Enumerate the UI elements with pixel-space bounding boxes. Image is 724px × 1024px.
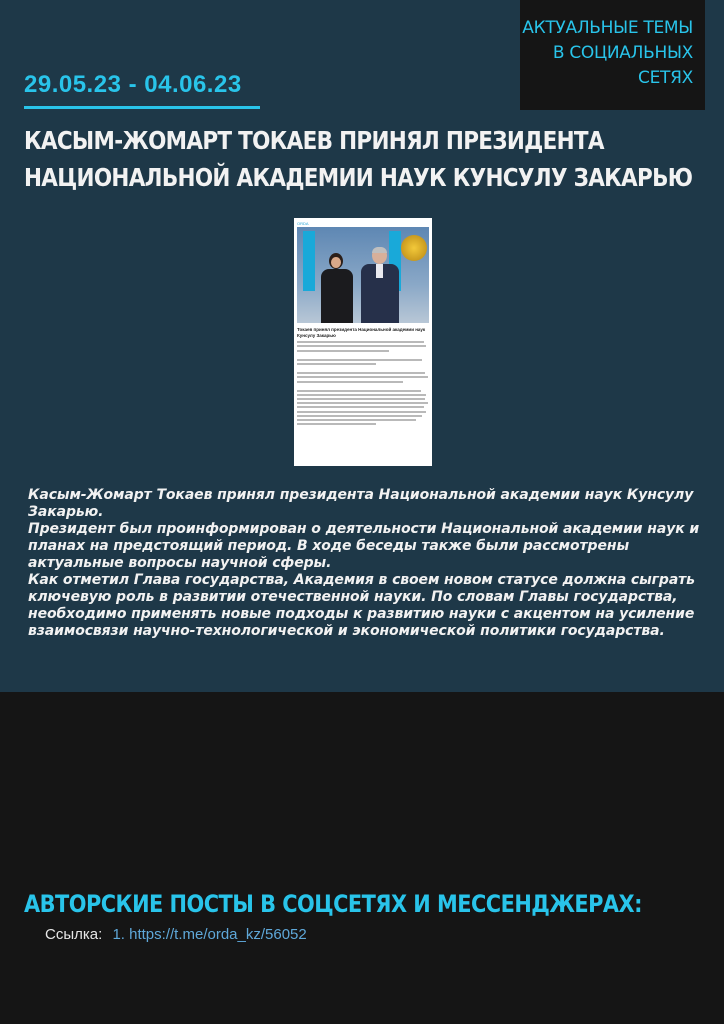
news-screenshot <box>294 218 432 466</box>
article-paragraph: Президент был проинформирован о деятельности Национальной академии наук и планах на предстоящий период. В ходе беседы также были рассмотрены актуальные вопросы научной сферы. <box>28 521 700 571</box>
person-figure <box>319 253 355 323</box>
topic-line: АКТУАЛЬНЫЕ ТЕМЫ <box>522 18 693 38</box>
flag-icon <box>303 231 315 291</box>
card-source: ORDA <box>297 221 309 226</box>
page-title <box>24 122 703 196</box>
topic-badge <box>520 0 705 110</box>
date-range: 29.05.23 - 04.06.23 <box>24 71 242 98</box>
date-underline <box>24 106 260 109</box>
person-figure <box>359 247 401 323</box>
title-line: КАСЫМ-ЖОМАРТ ТОКАЕВ ПРИНЯЛ ПРЕЗИДЕНТА <box>24 126 604 155</box>
news-photo <box>297 227 429 323</box>
article-text <box>28 487 712 640</box>
emblem-icon <box>401 235 427 261</box>
section-heading: АВТОРСКИЕ ПОСТЫ В СОЦСЕТЯХ И МЕССЕНДЖЕРАХ: <box>24 890 642 918</box>
title-line: НАЦИОНАЛЬНОЙ АКАДЕМИИ НАУК КУНСУЛУ ЗАКАРЬЮ <box>24 163 693 192</box>
card-body-text <box>297 341 429 425</box>
topic-line: СЕТЯХ <box>638 68 693 88</box>
source-link-row <box>45 925 307 945</box>
source-link[interactable]: 1. https://t.me/orda_kz/56052 <box>112 926 307 943</box>
article-paragraph: Как отметил Глава государства, Академия в своем новом статусе должна сыграть ключевую роль в развитии отечественной науки. По словам Главы государства, необходимо применять новые подходы к развитию науки с акцентом на усиление взаимосвязи научно-технологической и экономической политики государства. <box>28 572 695 639</box>
article-paragraph: Касым-Жомарт Токаев принял президента Национальной академии наук Кунсулу Закарью. <box>28 487 694 520</box>
topic-line: В СОЦИАЛЬНЫХ <box>552 43 693 63</box>
link-label: Ссылка: <box>45 926 103 943</box>
card-title: Токаев принял президента Национальной академии наук Кунсулу Закарью <box>297 327 426 338</box>
